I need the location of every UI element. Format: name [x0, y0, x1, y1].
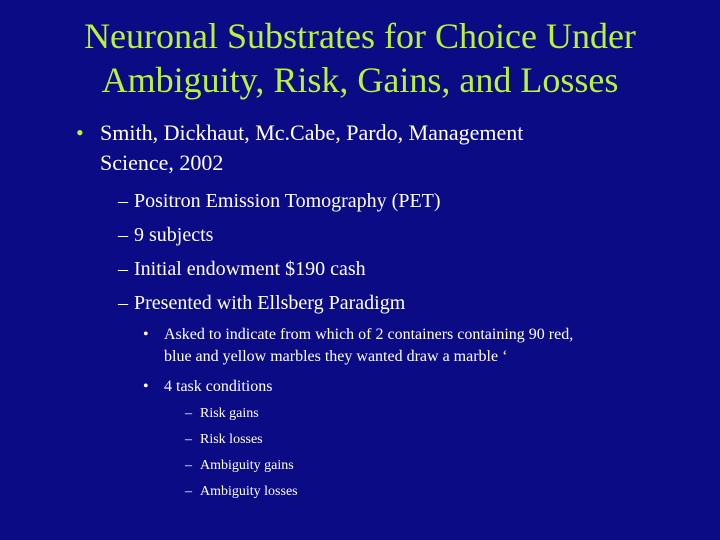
list-item	[143, 376, 683, 398]
list-item	[118, 220, 678, 254]
third-level-line-1: 4 task conditions	[164, 378, 273, 395]
dash-marker: –	[185, 432, 192, 447]
list-item	[185, 404, 485, 430]
condition-text: Ambiguity losses	[200, 484, 298, 499]
slide-title	[20, 14, 700, 102]
list-item	[118, 254, 678, 288]
dash-marker: –	[185, 458, 192, 473]
list-item	[185, 430, 485, 456]
title-line-2: Ambiguity, Risk, Gains, and Losses	[101, 60, 619, 100]
dash-marker: –	[118, 224, 128, 246]
main-bullet-line-1: Smith, Dickhaut, Mc.Cabe, Pardo, Management	[100, 120, 524, 145]
condition-text: Risk losses	[200, 432, 263, 447]
list-item	[185, 456, 485, 482]
main-bullet-text	[100, 118, 686, 178]
dash-marker: –	[185, 406, 192, 421]
sub-item-text: 9 subjects	[134, 224, 214, 246]
conditions-list	[185, 404, 485, 508]
sub-items-list	[118, 186, 678, 322]
third-level-list	[143, 324, 683, 398]
bullet-marker: •	[143, 326, 149, 343]
dash-marker: –	[118, 190, 128, 212]
dash-marker: –	[185, 484, 192, 499]
condition-text: Risk gains	[200, 406, 259, 421]
bullet-marker: •	[76, 120, 84, 145]
list-item	[118, 186, 678, 220]
list-item	[143, 324, 683, 368]
third-level-text	[164, 324, 683, 368]
title-line-1: Neuronal Substrates for Choice Under	[84, 16, 636, 56]
condition-text: Ambiguity gains	[200, 458, 294, 473]
bullet-marker: •	[143, 378, 149, 395]
third-level-line-1: Asked to indicate from which of 2 containers containing 90 red,	[164, 326, 574, 343]
sub-item-text: Presented with Ellsberg Paradigm	[134, 292, 406, 314]
dash-marker: –	[118, 292, 128, 314]
main-bullet-line-2: Science, 2002	[100, 150, 224, 175]
third-level-line-2: blue and yellow marbles they wanted draw a marble ‘	[164, 348, 508, 365]
dash-marker: –	[118, 258, 128, 280]
list-item	[118, 288, 678, 322]
sub-item-text: Positron Emission Tomography (PET)	[134, 190, 441, 212]
main-bullet	[76, 118, 686, 178]
third-level-text	[164, 376, 683, 398]
list-item	[185, 482, 485, 508]
sub-item-text: Initial endowment $190 cash	[134, 258, 366, 280]
